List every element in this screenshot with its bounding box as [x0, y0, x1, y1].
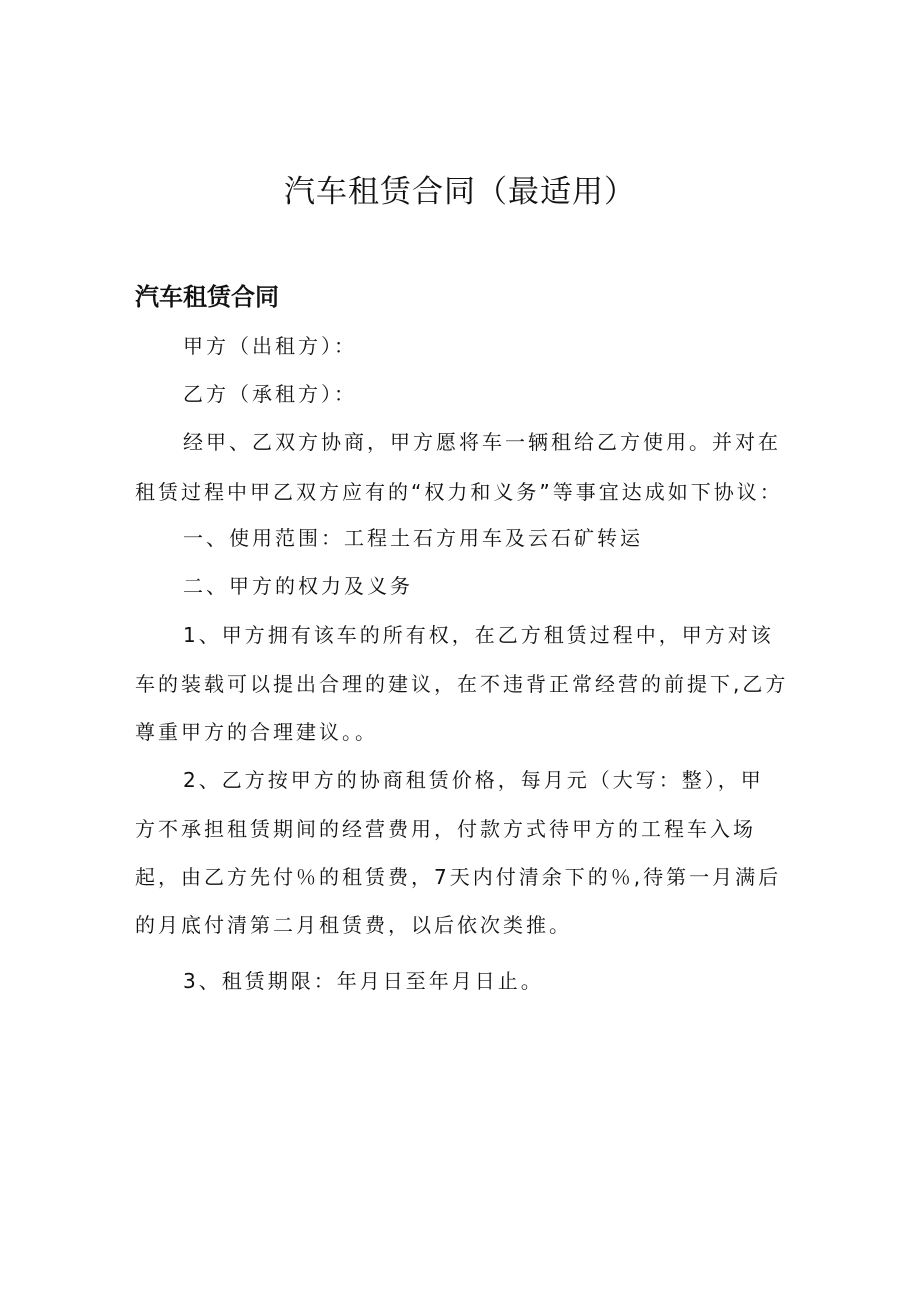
intro-paragraph-line-1: 经甲、乙双方协商，甲方愿将车一辆租给乙方使用。并对在 — [183, 430, 781, 454]
document-title: 汽车租赁合同（最适用） — [284, 174, 636, 210]
party-b-line: 乙方（承租方）： — [183, 382, 357, 406]
item-2-line-3: 起，由乙方先付％的租赁费，7天内付清余下的％,待第一月满后 — [135, 865, 782, 889]
item-1-line-1: 1、甲方拥有该车的所有权，在乙方租赁过程中，甲方对该 — [183, 623, 774, 647]
clause-party-a-rights: 二、甲方的权力及义务 — [183, 574, 413, 598]
item-3-line-1: 3、租赁期限：年月日至年月日止。 — [183, 969, 544, 993]
section-heading: 汽车租赁合同 — [135, 283, 279, 311]
item-1-line-3: 尊重甲方的合理建议。。 — [135, 720, 378, 744]
intro-paragraph-line-2: 租赁过程中甲乙双方应有的“权力和义务”等事宜达成如下协议： — [135, 480, 783, 504]
item-2-line-1: 2、乙方按甲方的协商租赁价格，每月元（大写：整），甲 — [183, 768, 764, 792]
party-a-line: 甲方（出租方）： — [183, 334, 357, 358]
item-2-line-4: 的月底付清第二月租赁费，以后依次类推。 — [135, 913, 572, 937]
item-1-line-2: 车的装载可以提出合理的建议，在不违背正常经营的前提下,乙方 — [135, 672, 789, 696]
clause-scope: 一、使用范围：工程土石方用车及云石矿转运 — [183, 526, 643, 550]
item-2-line-2: 方不承担租赁期间的经营费用，付款方式待甲方的工程车入场 — [135, 817, 756, 841]
